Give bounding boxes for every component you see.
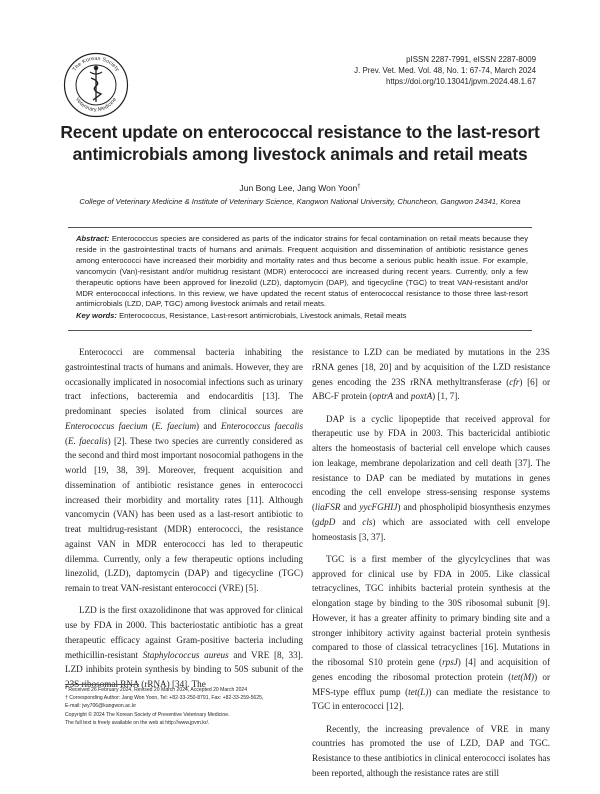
text-run: Enterococci are commensal bacteria inhabiting the gastrointestinal tracts of humans and animals. However, they are occasionally implicated in nosocomial infections such as urinary tract infections, bacteremia and endocarditis [13]. The predominant species isolated from clinical sources are xyxy=(65,347,303,416)
gene-name: gdpD xyxy=(315,516,336,527)
paragraph xyxy=(312,412,550,545)
gene-name: cfr xyxy=(509,376,520,387)
paragraph xyxy=(65,345,303,596)
gene-name: poxtA xyxy=(410,391,433,402)
corresponding-author-mark: † xyxy=(357,184,361,190)
abstract xyxy=(76,234,528,310)
title-line-2: antimicrobials among livestock animals and retail meats xyxy=(72,144,528,164)
open-access-note: The full text is freely available on the web at http://www.jpvm.kr/. xyxy=(65,719,210,726)
text-run: ) or MFS-type efflux pump ( xyxy=(312,671,551,697)
text-run: resistance to LZD can be mediated by mutations in the 23S rRNA genes [18, 20] and by acquisition of the LZD resistance genes encoding the 23S rRNA methyltransferase ( xyxy=(312,347,550,387)
corresponding-author: † Corresponding Author: Jang Won Yoon, Tel: +82-33-250-8791, Fax: +82-33-259-5625, xyxy=(65,695,264,702)
text-run: LZD is the first oxazolidinone that was approved for clinical use by FDA in 2000. This bacteriostatic antibiotic has a great therapeutic efficacy against Gram-positive bacteria including methicillin-resistant xyxy=(65,605,303,660)
body-column-right xyxy=(312,345,550,781)
text-run: ) and xyxy=(196,420,221,431)
text-run: ) [4] and acquisition of genes encoding the ribosomal protection protein ( xyxy=(312,657,550,682)
gene-name: rpsJ xyxy=(442,657,458,667)
keywords xyxy=(76,311,528,322)
species-name: E. faecalis xyxy=(68,435,108,446)
text-run: ) and phospholipid biosynthesis enzymes ( xyxy=(312,502,550,527)
logo-ring-top: The Korean Society xyxy=(71,55,121,73)
body-column-left xyxy=(65,345,303,692)
species-name: E. faecium xyxy=(154,420,197,431)
species-name: Enterococcus faecium xyxy=(65,420,148,431)
copyright: Copyright © 2024 The Korean Society of Preventive Veterinary Medicine. xyxy=(65,711,230,718)
species-name: Enterococcus faecalis xyxy=(220,420,303,431)
gene-name: optrA xyxy=(372,391,394,402)
paragraph: Recently, the increasing prevalence of VRE in many countries has promoted the use of LZD, DAP and TGC. Resistance to these antibiotics in clinical enterococci isolates has been reported, although the resistance rates are still xyxy=(312,723,550,778)
text-run: ) [6] or ABC-F protein ( xyxy=(312,376,550,402)
text-run: ( xyxy=(147,420,155,431)
text-run: ) [2]. These two species are currently considered as the second and third most important nosocomial pathogens in the world [19, 38, 39]. Moreover, frequent acquisition and dissemination of antibiotic resistance genes in enterococci increased their morbidity and mortality rates [11]. Although vancomycin (VAN) has been used as a last-resort antibiotic to treat multidrug-resistant (MDR) enterococci, the resistance against VAN in MDR enterococci has led to therapeutic dilemma. Currently, only a few therapeutic options including linezolid, (LZD), daptomycin (DAP) and tigecycline (TGC) remain to treat VAN-resistant enterococci (VRE) [5]. xyxy=(65,435,303,593)
text-run: ( xyxy=(65,435,69,446)
caduceus-icon xyxy=(90,66,102,102)
logo-ring-bottom: Veterinary Medicine xyxy=(73,96,119,114)
article-title xyxy=(40,121,560,165)
paragraph xyxy=(312,552,550,714)
text-run: and xyxy=(340,502,360,512)
journal-citation: J. Prev. Vet. Med. Vol. 48, No. 1: 67-74, March 2024 xyxy=(354,66,536,75)
abstract-label: Abstract: xyxy=(76,234,110,243)
keywords-label: Key words: xyxy=(76,311,117,320)
gene-name: tet(M) xyxy=(511,671,535,682)
text-run: DAP is a cyclic lipopeptide that received approval for therapeutic use by FDA in 2003. This bactericidal antibiotic alters the homeostasis of bacterial cell envelope which causes ion leakage, membrane depolarization and cell death [37]. The resistance to DAP can be mediated by mutations in genes encoding the cell envelope stress-sensing response systems ( xyxy=(312,413,550,512)
corresponding-email[interactable]: E-mail: jwy706@kangwon.ac.kr xyxy=(65,703,137,710)
abstract-text: Enterococcus species are considered as parts of the indicator strains for fecal contamination on retail meats because they reside in the gastrointestinal tracts of humans and animals. Frequent acquisition and dissemination of antibiotic resistance genes among enterococci have increased their morbidity and mortality rates and thus become a serious public health issue. For example, vancomycin (Van)-resistant and/or multidrug resistant (MDR) enterococci are increased during recent years. Currently, only a few therapeutic options have been approved for linezolid (LZD), daptomycin (DAP), and tigecycline (TGC) to treat VAN-resistant and/or MDR enterococcal infections. In this review, we have updated the recent status of enterococcal resistance to those three last-resort antimicrobials (LZD, DAP, TGC) among livestock animals and retail meats. xyxy=(76,234,528,309)
footnotes xyxy=(65,686,305,727)
gene-name: yycFGHIJ xyxy=(359,502,398,512)
species-name: Staphylococcus aureus xyxy=(142,649,229,660)
journal-doi[interactable]: https://doi.org/10.13041/jpvm.2024.48.1.67 xyxy=(385,77,536,86)
text-run: ) [1, 7]. xyxy=(432,391,460,402)
gene-name: cls xyxy=(362,516,373,527)
text-run: and xyxy=(335,516,363,527)
author-names: Jun Bong Lee, Jang Won Yoon xyxy=(239,183,358,193)
paragraph xyxy=(312,345,550,404)
text-run: ) can mediate the resistance to TGC in enterococci [12]. xyxy=(312,686,550,712)
paragraph xyxy=(65,603,303,692)
author-list xyxy=(40,182,560,194)
keywords-text: Enterococcus, Resistance, Last-resort antimicrobials, Livestock animals, Retail meats xyxy=(119,311,407,320)
gene-name: tet(L) xyxy=(408,686,429,697)
author-affiliation: College of Veterinary Medicine & Institute of Veterinary Science, Kangwon National University, Chuncheon, Gangwon 24341, Korea xyxy=(79,197,521,206)
footnote-divider xyxy=(65,684,139,685)
journal-header xyxy=(236,54,536,87)
journal-issn: pISSN 2287-7991, eISSN 2287-8009 xyxy=(406,55,536,64)
received-dates: * Received 26 February 2024, Revised 20 March 2024, Accepted 20 March 2024 xyxy=(65,687,248,693)
gene-name: liaFSR xyxy=(315,502,341,512)
title-line-1: Recent update on enterococcal resistance to the last-resort xyxy=(60,122,540,142)
society-logo xyxy=(63,52,129,118)
text-run: TGC is a first member of the glycylcyclines that was approved for clinical use by FDA in 2005. Like classical tetracyclines, TGC inhibits bacterial protein synthesis at the elongation stage by binding to the 30S ribosomal subunit [9]. However, it has a greater affinity to primary binding site and a stronger inhibitory activity against bacterial protein synthesis compared to those of classical tetracyclines [16]. Mutations in the ribosomal S10 protein gene ( xyxy=(312,553,550,667)
text-run: and xyxy=(393,391,411,402)
text-run: ) which are associated with cell envelope homeostasis [3, 37]. xyxy=(312,516,550,542)
text-run: and VRE [8, 33]. LZD inhibits protein synthesis by binding to 50S subunit of the 23S ribosomal RNA (rRNA) [34]. The xyxy=(65,649,303,689)
